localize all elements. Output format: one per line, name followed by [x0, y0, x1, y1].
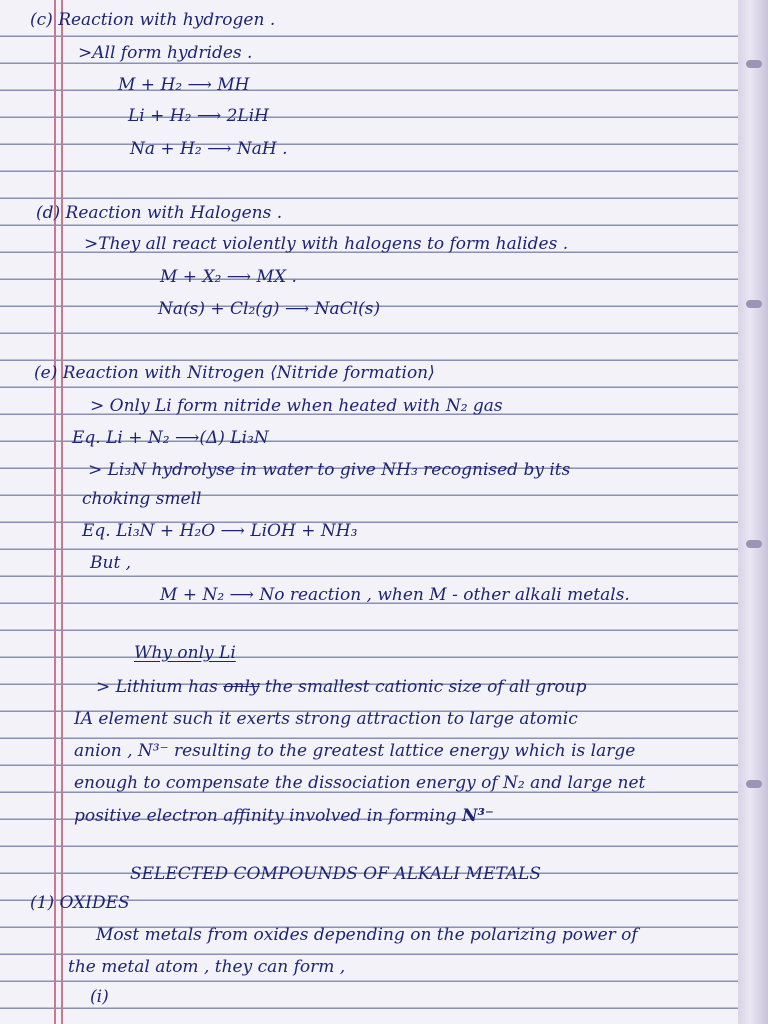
- section-c-equation-1: M + H₂ ⟶ MH: [118, 75, 250, 95]
- why-paragraph-line-1: [96, 677, 587, 697]
- compounds-title: SELECTED COMPOUNDS OF ALKALI METALS: [130, 864, 541, 884]
- why-paragraph-line-3: anion , N³⁻ resulting to the greatest lattice energy which is large: [74, 741, 636, 761]
- section-e-equation-2: Eq. Li₃N + H₂O ⟶ LiOH + NH₃: [82, 521, 358, 541]
- section-e-equation-1: Eq. Li + N₂ ⟶(Δ) Li₃N: [72, 428, 269, 448]
- compounds-oxides-heading: (1) OXIDES: [30, 893, 130, 913]
- why-nitride-ion: N³⁻: [461, 806, 494, 826]
- why-paragraph-line-4: enough to compensate the dissociation energy of N₂ and large net: [74, 773, 646, 793]
- section-e-equation-3: M + N₂ ⟶ No reaction , when M - other alkali metals.: [160, 585, 630, 605]
- why-struck-word: only: [223, 677, 260, 697]
- section-e-heading: (e) Reaction with Nitrogen ⟨Nitride formation⟩: [34, 363, 435, 383]
- compounds-paragraph-line-1: Most metals from oxides depending on the polarizing power of: [96, 925, 638, 945]
- section-e-but: But ,: [90, 553, 132, 573]
- compounds-paragraph-line-2: the metal atom , they can form ,: [68, 957, 346, 977]
- why-text: the smallest cationic size of all group: [264, 677, 587, 697]
- margin-line-left: [54, 0, 56, 1024]
- why-heading: Why only Li: [134, 643, 236, 663]
- section-c-equation-2: Li + H₂ ⟶ 2LiH: [128, 106, 269, 126]
- section-d-equation-1: M + X₂ ⟶ MX .: [160, 267, 297, 287]
- notebook-spine: [738, 0, 768, 1024]
- spine-ring: [746, 540, 762, 548]
- section-e-note-2-continued: choking smell: [82, 489, 202, 509]
- spine-ring: [746, 60, 762, 68]
- compounds-paragraph-line-3: (i): [90, 987, 109, 1007]
- section-d-note: >They all react violently with halogens to form halides .: [84, 234, 569, 254]
- section-d-equation-2: Na(s) + Cl₂(g) ⟶ NaCl(s): [158, 299, 381, 319]
- why-text: positive electron affinity involved in forming: [74, 806, 457, 826]
- why-paragraph-line-5: [74, 806, 494, 826]
- section-c-heading: (c) Reaction with hydrogen .: [30, 10, 276, 30]
- section-e-note-2: > Li₃N hydrolyse in water to give NH₃ recognised by its: [88, 460, 571, 480]
- spine-ring: [746, 780, 762, 788]
- why-text: > Lithium has: [96, 677, 218, 697]
- why-paragraph-line-2: IA element such it exerts strong attraction to large atomic: [74, 709, 578, 729]
- spine-ring: [746, 300, 762, 308]
- margin-line-right: [61, 0, 63, 1024]
- section-d-heading: (d) Reaction with Halogens .: [36, 203, 283, 223]
- section-e-note-1: > Only Li form nitride when heated with N₂ gas: [90, 396, 503, 416]
- section-c-equation-3: Na + H₂ ⟶ NaH .: [130, 139, 288, 159]
- section-c-note: >All form hydrides .: [78, 43, 253, 63]
